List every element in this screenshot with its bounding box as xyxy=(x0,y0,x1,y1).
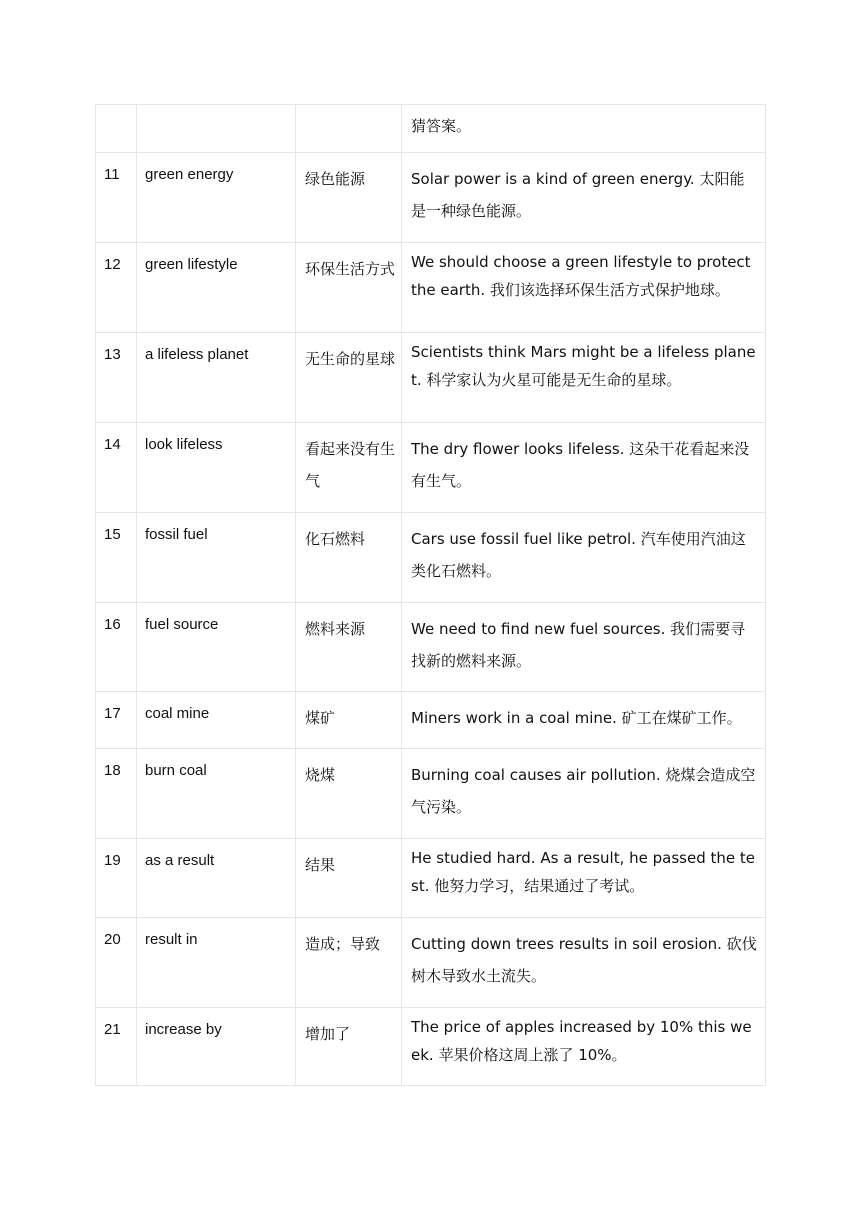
row-number: 17 xyxy=(104,705,121,722)
english-phrase-cell xyxy=(137,692,296,749)
english-phrase-cell xyxy=(137,839,296,918)
row-number-cell xyxy=(96,333,137,423)
row-number xyxy=(96,105,136,117)
english-phrase-cell xyxy=(137,423,296,513)
example-sentence-cell xyxy=(402,243,766,333)
row-number: 18 xyxy=(104,762,121,779)
table-row xyxy=(96,692,766,749)
table-row xyxy=(96,918,766,1008)
english-phrase: fossil fuel xyxy=(145,526,208,543)
english-phrase-cell xyxy=(137,603,296,692)
english-phrase-cell xyxy=(137,1008,296,1086)
row-number: 20 xyxy=(104,931,121,948)
example-sentence-cell xyxy=(402,105,766,153)
english-phrase-cell xyxy=(137,749,296,839)
example-sentence: Solar power is a kind of green energy. 太阳能是一种绿色能源。 xyxy=(411,170,745,220)
table-row xyxy=(96,105,766,153)
chinese-meaning-cell xyxy=(296,153,402,243)
chinese-meaning: 增加了 xyxy=(305,1025,351,1043)
example-sentence-cell xyxy=(402,513,766,603)
table-row xyxy=(96,1008,766,1086)
chinese-meaning: 绿色能源 xyxy=(305,170,366,188)
row-number-cell xyxy=(96,105,137,153)
example-sentence-cell xyxy=(402,1008,766,1086)
english-phrase: look lifeless xyxy=(145,436,223,453)
english-phrase: green energy xyxy=(145,166,234,183)
chinese-meaning-cell xyxy=(296,423,402,513)
row-number-cell xyxy=(96,243,137,333)
english-phrase: fuel source xyxy=(145,616,219,633)
example-sentence: Burning coal causes air pollution. 烧煤会造成空气污染。 xyxy=(411,766,756,816)
chinese-meaning-cell xyxy=(296,105,402,153)
table-row xyxy=(96,243,766,333)
english-phrase-cell xyxy=(137,105,296,153)
chinese-meaning-cell xyxy=(296,839,402,918)
table-row xyxy=(96,423,766,513)
chinese-meaning: 造成；导致 xyxy=(305,935,381,953)
chinese-meaning-cell xyxy=(296,918,402,1008)
table-row xyxy=(96,749,766,839)
english-phrase-cell xyxy=(137,513,296,603)
table-row xyxy=(96,333,766,423)
example-sentence: Cutting down trees results in soil erosion. 砍伐树木导致水土流失。 xyxy=(411,935,757,985)
example-sentence: The dry flower looks lifeless. 这朵干花看起来没有生气。 xyxy=(411,440,750,490)
chinese-meaning-cell xyxy=(296,243,402,333)
english-phrase-cell xyxy=(137,333,296,423)
example-sentence: We should choose a green lifestyle to protect the earth. 我们该选择环保生活方式保护地球。 xyxy=(411,253,751,299)
example-sentence: Cars use fossil fuel like petrol. 汽车使用汽油这类化石燃料。 xyxy=(411,530,746,580)
chinese-meaning: 无生命的星球 xyxy=(305,350,396,368)
chinese-meaning: 煤矿 xyxy=(305,709,336,727)
row-number-cell xyxy=(96,153,137,243)
row-number: 13 xyxy=(104,346,121,363)
row-number-cell xyxy=(96,749,137,839)
chinese-meaning-cell xyxy=(296,603,402,692)
chinese-meaning: 看起来没有生气 xyxy=(305,440,396,490)
table-row xyxy=(96,839,766,918)
english-phrase: increase by xyxy=(145,1021,222,1038)
english-phrase: green lifestyle xyxy=(145,256,238,273)
example-sentence: He studied hard. As a result, he passed the test. 他努力学习，结果通过了考试。 xyxy=(411,849,755,895)
example-sentence-cell xyxy=(402,153,766,243)
chinese-meaning-cell xyxy=(296,513,402,603)
vocabulary-table xyxy=(95,104,766,1086)
row-number-cell xyxy=(96,423,137,513)
row-number-cell xyxy=(96,918,137,1008)
row-number: 21 xyxy=(104,1021,121,1038)
english-phrase-cell xyxy=(137,243,296,333)
example-sentence-cell xyxy=(402,333,766,423)
chinese-meaning xyxy=(296,105,401,115)
table-row xyxy=(96,603,766,692)
chinese-meaning-cell xyxy=(296,1008,402,1086)
row-number: 11 xyxy=(104,166,120,183)
chinese-meaning: 环保生活方式 xyxy=(305,260,396,278)
row-number: 19 xyxy=(104,852,121,869)
chinese-meaning-cell xyxy=(296,692,402,749)
example-sentence: Scientists think Mars might be a lifeless planet. 科学家认为火星可能是无生命的星球。 xyxy=(411,343,756,389)
table-row xyxy=(96,153,766,243)
row-number: 15 xyxy=(104,526,121,543)
example-sentence: 猜答案。 xyxy=(411,117,472,135)
row-number-cell xyxy=(96,839,137,918)
chinese-meaning: 结果 xyxy=(305,856,336,874)
english-phrase: result in xyxy=(145,931,198,948)
row-number-cell xyxy=(96,513,137,603)
english-phrase: coal mine xyxy=(145,705,210,722)
chinese-meaning: 化石燃料 xyxy=(305,530,366,548)
row-number-cell xyxy=(96,603,137,692)
row-number-cell xyxy=(96,692,137,749)
example-sentence: We need to find new fuel sources. 我们需要寻找新的燃料来源。 xyxy=(411,620,746,670)
example-sentence-cell xyxy=(402,692,766,749)
example-sentence-cell xyxy=(402,603,766,692)
row-number: 14 xyxy=(104,436,121,453)
row-number: 16 xyxy=(104,616,121,633)
english-phrase: burn coal xyxy=(145,762,207,779)
example-sentence-cell xyxy=(402,749,766,839)
english-phrase xyxy=(137,105,295,117)
english-phrase-cell xyxy=(137,918,296,1008)
example-sentence: Miners work in a coal mine. 矿工在煤矿工作。 xyxy=(411,709,742,727)
example-sentence-cell xyxy=(402,423,766,513)
english-phrase: as a result xyxy=(145,852,215,869)
row-number-cell xyxy=(96,1008,137,1086)
table-row xyxy=(96,513,766,603)
example-sentence: The price of apples increased by 10% this week. 苹果价格这周上涨了 10%。 xyxy=(411,1018,752,1064)
example-sentence-cell xyxy=(402,839,766,918)
chinese-meaning-cell xyxy=(296,333,402,423)
english-phrase-cell xyxy=(137,153,296,243)
chinese-meaning-cell xyxy=(296,749,402,839)
chinese-meaning: 燃料来源 xyxy=(305,620,366,638)
example-sentence-cell xyxy=(402,918,766,1008)
row-number: 12 xyxy=(104,256,121,273)
chinese-meaning: 烧煤 xyxy=(305,766,336,784)
english-phrase: a lifeless planet xyxy=(145,346,249,363)
